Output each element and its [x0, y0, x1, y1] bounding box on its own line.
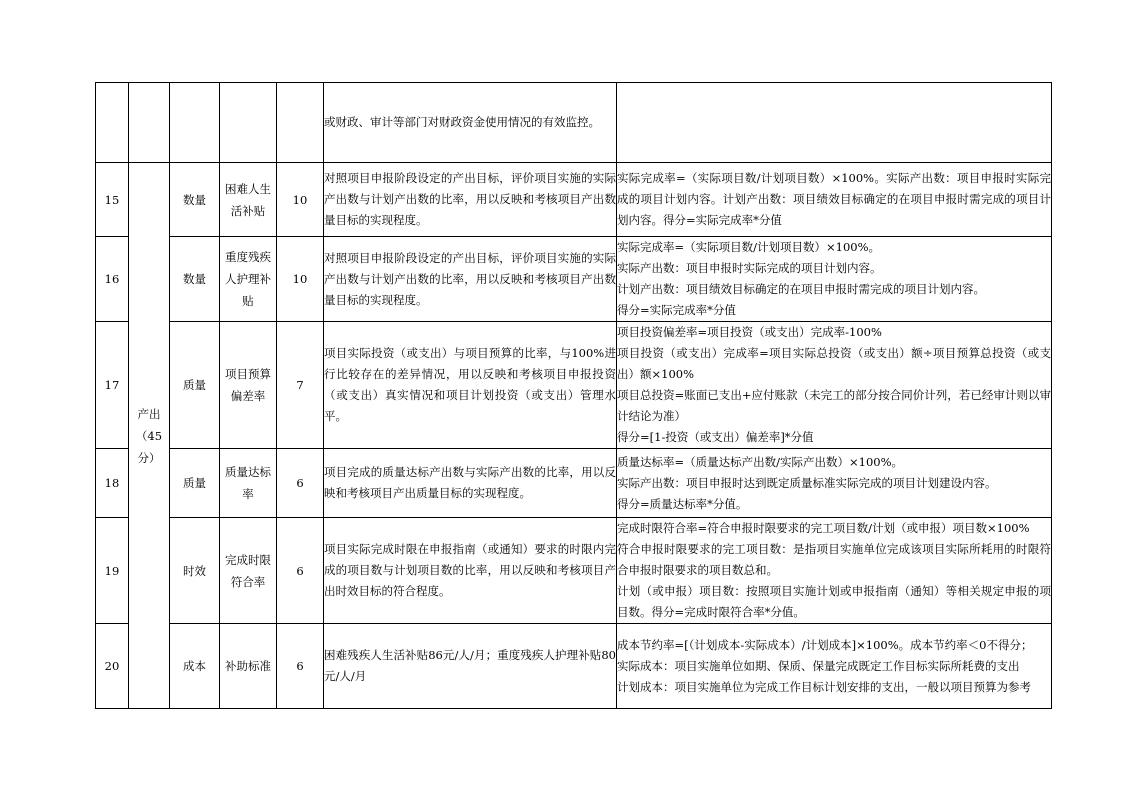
- calc-line: 质量达标率=（质量达标产出数/实际产出数）×100%。: [617, 454, 904, 469]
- calc-line: 完成时限符合率=符合申报时限要求的完工项目数/计划（或申报）项目数×100%: [617, 521, 1030, 535]
- row-index: 20: [96, 624, 129, 709]
- output-category-cell: [129, 163, 170, 709]
- table-row: [96, 163, 1052, 237]
- subcategory: 数量: [170, 237, 220, 322]
- indicator-weight: 10: [277, 163, 324, 237]
- row-index: 19: [96, 518, 129, 624]
- indicator-calculation: [617, 322, 1052, 449]
- indicator-calculation: [617, 163, 1052, 237]
- calc-line: 计划成本：项目实施单位为完成工作目标计划安排的支出，一般以项目预算为参考: [617, 679, 1031, 694]
- performance-indicator-table: [95, 82, 1052, 709]
- row-index: 18: [96, 449, 129, 518]
- calc-line: 项目投资（或支出）完成率=项目实际总投资（或支出）额÷项目预算总投资（或支出）额×100%: [617, 346, 1051, 381]
- calc-line: 成本节约率=[（计划成本-实际成本）/计划成本]×100%。成本节约率＜0不得分；: [617, 637, 1033, 652]
- indicator-weight: 6: [277, 449, 324, 518]
- row-index: 15: [96, 163, 129, 237]
- category-score-open: （45: [135, 428, 163, 443]
- calc-line: 计划（或申报）项目数：按照项目实施计划或申报指南（通知）等相关规定申报的项目数。得分=完成时限符合率*分值。: [617, 584, 1051, 619]
- calc-line: 实际完成率=（实际项目数/计划项目数）×100%。实际产出数：项目申报时实际完成的项目计划内容。计划产出数：项目绩效目标确定的在项目申报时需完成的项目计划内容。得分=实际完成率*分值: [617, 171, 1051, 227]
- table-row: [96, 449, 1052, 518]
- calc-line: 实际产出数：项目申报时实际完成的项目计划内容。: [617, 261, 882, 275]
- indicator-name: 项目预算偏差率: [220, 322, 277, 449]
- weight-cell: [277, 83, 324, 163]
- indicator-calculation: [617, 624, 1052, 709]
- category-score-close: 分）: [137, 450, 161, 465]
- indicator-weight: 6: [277, 624, 324, 709]
- table-row: [96, 518, 1052, 624]
- subcategory-cell: [170, 83, 220, 163]
- calc-line: 实际完成率=（实际项目数/计划项目数）×100%。: [617, 240, 881, 254]
- indicator-name-cell: [220, 83, 277, 163]
- subcategory: 质量: [170, 322, 220, 449]
- indicator-name: 完成时限符合率: [220, 518, 277, 624]
- subcategory: 数量: [170, 163, 220, 237]
- calc-line: 得分=[1-投资（或支出）偏差率]*分值: [617, 430, 814, 444]
- indicator-calculation: [617, 518, 1052, 624]
- indicator-name: 补助标准: [220, 624, 277, 709]
- table-row: [96, 322, 1052, 449]
- calc-line: 项目投资偏差率=项目投资（或支出）完成率-100%: [617, 325, 882, 339]
- indicator-calculation: [617, 449, 1052, 518]
- subcategory: 成本: [170, 624, 220, 709]
- indicator-calculation: [617, 237, 1052, 322]
- subcategory: 时效: [170, 518, 220, 624]
- calc-line: 符合申报时限要求的完工项目数：是指项目实施单位完成该项目实际所耗用的时限符合申报时限要求的项目数总和。: [617, 542, 1051, 577]
- indicator-weight: 7: [277, 322, 324, 449]
- description-cell: 或财政、审计等部门对财政资金使用情况的有效监控。: [324, 83, 617, 163]
- calc-line: 计划产出数：项目绩效目标确定的在项目申报时需完成的项目计划内容。: [617, 282, 985, 296]
- indicator-description: 对照项目申报阶段设定的产出目标，评价项目实施的实际产出数与计划产出数的比率，用以反映和考核项目产出数量目标的实现程度。: [324, 237, 617, 322]
- indicator-weight: 10: [277, 237, 324, 322]
- calc-line: 项目总投资=账面已支出+应付账款（未完工的部分按合同价计列，若已经审计则以审计结论为准）: [617, 388, 1051, 423]
- calc-line: 得分=质量达标率*分值。: [617, 496, 748, 511]
- indicator-name: 重度残疾人护理补贴: [220, 237, 277, 322]
- subcategory: 质量: [170, 449, 220, 518]
- idx-cell: [96, 83, 129, 163]
- indicator-description: 项目完成的质量达标产出数与实际产出数的比率，用以反映和考核项目产出质量目标的实现程度。: [324, 449, 617, 518]
- indicator-description: 对照项目申报阶段设定的产出目标，评价项目实施的实际产出数与计划产出数的比率，用以反映和考核项目产出数量目标的实现程度。: [324, 163, 617, 237]
- calculation-cell: [617, 83, 1052, 163]
- row-index: 17: [96, 322, 129, 449]
- indicator-weight: 6: [277, 518, 324, 624]
- calc-line: 实际产出数：项目申报时达到既定质量标准实际完成的项目计划建设内容。: [617, 475, 997, 490]
- table-row: [96, 624, 1052, 709]
- indicator-description: 项目实际投资（或支出）与项目预算的比率，与100%进行比较存在的差异情况，用以反映和考核项目申报投资（或支出）真实情况和项目计划投资（或支出）管理水平。: [324, 322, 617, 449]
- indicator-name: 质量达标率: [220, 449, 277, 518]
- category-label: 产出: [137, 406, 161, 421]
- calc-line: 得分=实际完成率*分值: [617, 303, 736, 317]
- table-row-continuation: [96, 83, 1052, 163]
- category-cell: [129, 83, 170, 163]
- indicator-name: 困难人生活补贴: [220, 163, 277, 237]
- indicator-description: 项目实际完成时限在申报指南（或通知）要求的时限内完成的项目数与计划项目数的比率，用以反映和考核项目产出时效目标的符合程度。: [324, 518, 617, 624]
- table-row: [96, 237, 1052, 322]
- calc-line: 实际成本：项目实施单位如期、保质、保量完成既定工作目标实际所耗费的支出: [617, 658, 1020, 673]
- row-index: 16: [96, 237, 129, 322]
- indicator-description: 困难残疾人生活补贴86元/人/月；重度残疾人护理补贴80元/人/月: [324, 624, 617, 709]
